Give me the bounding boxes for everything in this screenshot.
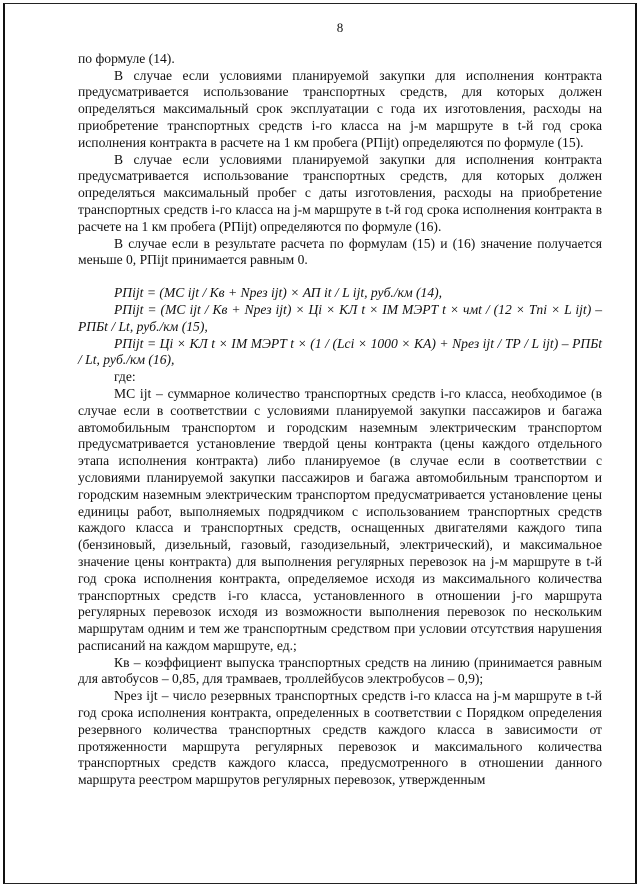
document-page bbox=[78, 20, 602, 789]
spacer bbox=[78, 269, 602, 285]
formula-16: РПijt = Цi × КЛ t × IМ МЭРТ t × (1 / (Lci × 1000 × КА) + Nрез ijt / ТР / L ijt) – РПБt / Lt, руб./км (16), bbox=[78, 335, 602, 368]
where-label: где: bbox=[114, 369, 136, 385]
paragraph-formula-15-intro: В случае если условиями планируемой закупки для исполнения контракта предусматривается использование транспортных средств, для которых должен определяться максимальный срок эксплуатации с года их изготовления, расходы на приобретение транспортных средств i-го класса на j-м маршруте в t-й год срока исполнения контракта в расчете на 1 км пробега (РПijt) определяются по формуле (15). bbox=[78, 67, 602, 150]
definition-kv: Кв – коэффициент выпуска транспортных средств на линию (принимается равным для автобусов – 0,85, для трамваев, троллейбусов электробусов – 0,9); bbox=[78, 654, 602, 687]
formula-15: РПijt = (МС ijt / Кв + Nрез ijt) × Цi × КЛ t × IМ МЭРТ t × чмt / (12 × Тni × L ijt) – РПБt / Lt, руб./км (15), bbox=[78, 301, 602, 334]
paragraph-negative-value-rule: В случае если в результате расчета по формулам (15) и (16) значение получается меньше 0, РПijt принимается равным 0. bbox=[78, 235, 602, 268]
page-number: 8 bbox=[336, 20, 344, 35]
paragraph-continuation: по формуле (14). bbox=[78, 50, 175, 66]
formula-14: РПijt = (МС ijt / Кв + Nрез ijt) × АП it / L ijt, руб./км (14), bbox=[114, 285, 443, 301]
definition-mc: МС ijt – суммарное количество транспортных средств i-го класса, необходимое (в случае если в соответствии с условиями планируемой закупки пассажиров и багажа автомобильным транспортом и городским наземным электрическим транспортом предусматривается установление твердой цены контракта (цены каждого отдельного этапа исполнения контракта) либо планируемое (в случае если в соответствии с условиями планируемой закупки пассажиров и багажа автомобильным транспортом и городским наземным электрическим транспортом предусматривается установление цены единицы работ, выполняемых подрядчиком с использованием транспортных средств каждого класса и транспортных средств, оснащенных двигателями каждого типа (бензиновый, дизельный, газовый, газодизельный, электрический), и максимальное значение цены контракта) для выполнения регулярных перевозок на j-м маршруте в t-й год срока исполнения контракта, определяемое исходя из максимального количества транспортных средств i-го класса, установленного в отношении j-го маршрута регулярных перевозок исходя из возможности выполнения перевозок по нескольким маршрутам одним и тем же транспортным средством при условии отсутствия нарушения расписаний на каждом маршруте, ед.; bbox=[78, 385, 602, 653]
definition-nrez: Nрез ijt – число резервных транспортных средств i-го класса на j-м маршруте в t-й год срока исполнения контракта, определенных в соответствии с Порядком определения резервного количества транспортных средств каждого класса в зависимости от протяженности маршрута регулярных перевозок и максимального количества транспортных средств каждого класса, предусмотренного в отношении данного маршрута реестром маршрутов регулярных перевозок, утвержденным bbox=[78, 688, 602, 788]
paragraph-formula-16-intro: В случае если условиями планируемой закупки для исполнения контракта предусматривается использование транспортных средств, для которых должен определяться максимальный пробег с даты изготовления, расходы на приобретение транспортных средств i-го класса на j-м маршруте в t-й год срока исполнения контракта в расчете на 1 км пробега (РПijt) определяются по формуле (16). bbox=[78, 151, 602, 234]
